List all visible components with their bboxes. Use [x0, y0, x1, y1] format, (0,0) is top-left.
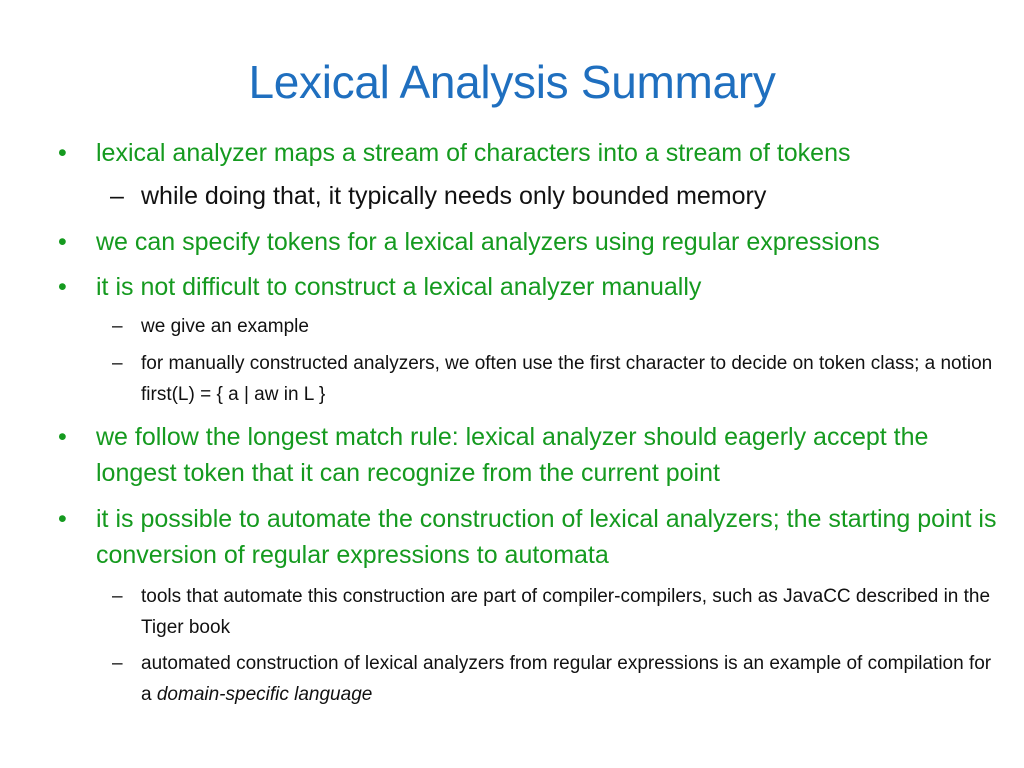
emphasis-text: domain-specific language: [156, 684, 373, 705]
bullet-marker: •: [58, 273, 67, 301]
sub-bullet-text: we give an example: [141, 316, 309, 337]
sub-bullet-text: tools that automate this construction are part of compiler-compilers, such as JavaCC described in the Tiger book: [141, 586, 991, 638]
bullet-text: we follow the longest match rule: lexical analyzer should eagerly accept the longest token that it can recognize from the current point: [96, 423, 929, 487]
slide-title: Lexical Analysis Summary: [248, 56, 776, 108]
bullet-marker: •: [58, 505, 67, 533]
dash-marker: –: [110, 182, 124, 210]
bullet-marker: •: [58, 423, 67, 451]
bullet-text: it is possible to automate the construction of lexical analyzers; the starting point is conversion of regular expressions to automata: [96, 505, 997, 569]
bullet-text: lexical analyzer maps a stream of characters into a stream of tokens: [96, 139, 851, 167]
bullet-text: we can specify tokens for a lexical analyzers using regular expressions: [96, 228, 880, 256]
dash-marker: –: [112, 353, 123, 374]
sub-bullet-text-plain: automated construction of lexical analyzers from regular expressions is an example of compilation for a: [141, 653, 992, 705]
bullet-text: it is not difficult to construct a lexical analyzer manually: [96, 273, 702, 301]
bullet-marker: •: [58, 139, 67, 167]
dash-marker: –: [112, 586, 123, 607]
dash-marker: –: [112, 316, 123, 337]
sub-bullet-text: while doing that, it typically needs only bounded memory: [141, 182, 767, 210]
sub-bullet-text: [141, 648, 1001, 710]
bullet-marker: •: [58, 228, 67, 256]
sub-bullet-text: for manually constructed analyzers, we often use the first character to decide on token class; a notion first(L) = { a | aw in L }: [141, 353, 993, 405]
dash-marker: –: [112, 653, 123, 674]
